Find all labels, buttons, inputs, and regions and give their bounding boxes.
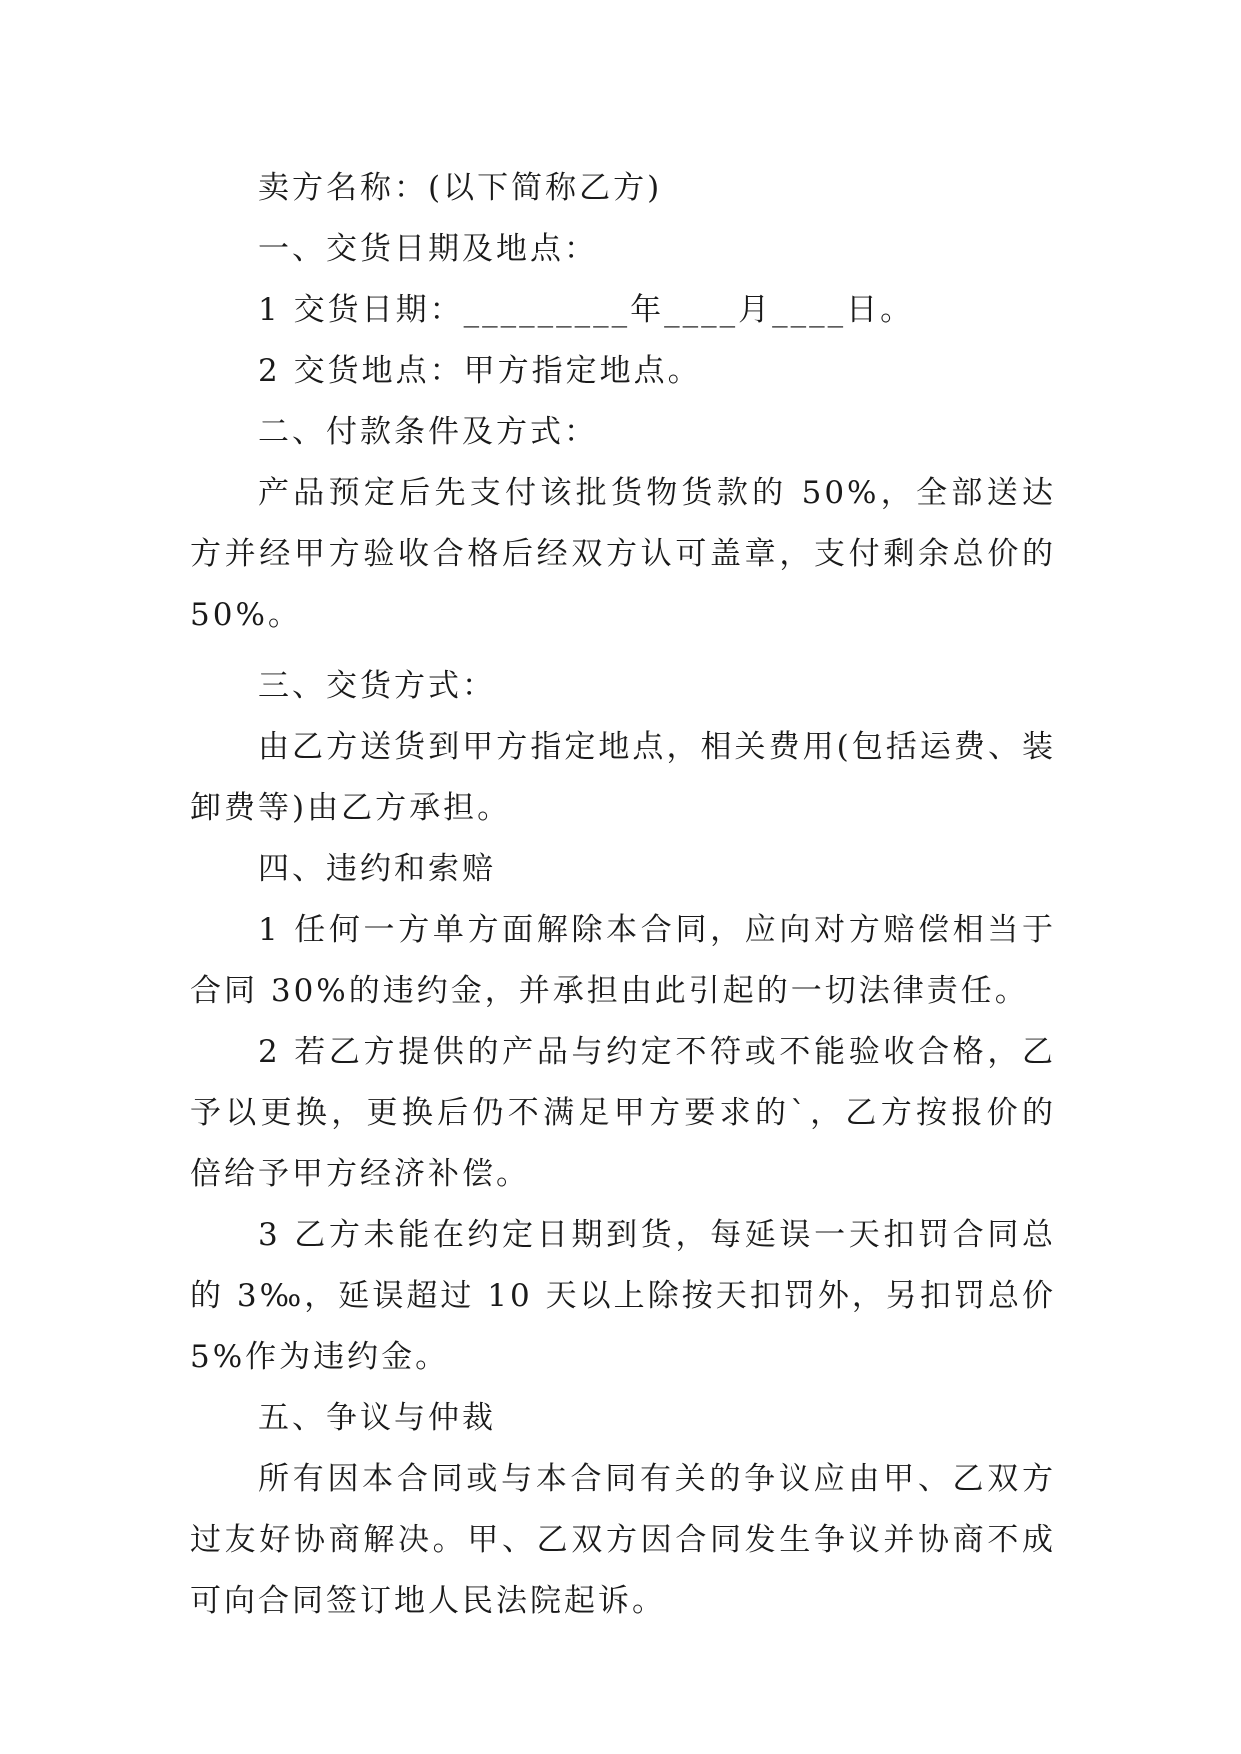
delivery-place-item: 2 交货地点：甲方指定地点。 <box>258 353 702 389</box>
seller-name-line: 卖方名称：(以下简称乙方) <box>258 170 663 206</box>
payment-para-line-1: 产品预定后先支付该批货物货款的 50%，全部送达 <box>258 475 1056 511</box>
section-3-heading: 三、交货方式： <box>258 668 496 704</box>
section-1-heading: 一、交货日期及地点： <box>258 231 598 267</box>
breach-item-2-line-3: 倍给予甲方经济补偿。 <box>190 1156 530 1192</box>
payment-para-line-3: 50%。 <box>190 597 302 633</box>
payment-para-line-2: 方并经甲方验收合格后经双方认可盖章，支付剩余总价的 <box>190 536 1056 572</box>
breach-item-3-line-1: 3 乙方未能在约定日期到货，每延误一天扣罚合同总 <box>258 1217 1056 1253</box>
breach-item-2-line-2: 予以更换，更换后仍不满足甲方要求的`，乙方按报价的 <box>190 1095 1056 1131</box>
breach-item-1-line-1: 1 任何一方单方面解除本合同，应向对方赔偿相当于 <box>258 912 1056 948</box>
section-2-heading: 二、付款条件及方式： <box>258 414 598 450</box>
delivery-date-item: 1 交货日期：_________年____月____日。 <box>258 292 915 328</box>
dispute-para-line-2: 过友好协商解决。甲、乙双方因合同发生争议并协商不成 <box>190 1522 1056 1558</box>
breach-item-3-line-3: 5%作为违约金。 <box>190 1339 450 1375</box>
section-5-heading: 五、争议与仲裁 <box>258 1400 496 1436</box>
delivery-method-line-1: 由乙方送货到甲方指定地点，相关费用(包括运费、装 <box>258 729 1056 765</box>
breach-item-2-line-1: 2 若乙方提供的产品与约定不符或不能验收合格，乙 <box>258 1034 1056 1070</box>
section-4-heading: 四、违约和索赔 <box>258 851 496 887</box>
breach-item-3-line-2: 的 3‰，延误超过 10 天以上除按天扣罚外，另扣罚总价 <box>190 1278 1056 1314</box>
delivery-method-line-2: 卸费等)由乙方承担。 <box>190 790 512 826</box>
dispute-para-line-3: 可向合同签订地人民法院起诉。 <box>190 1583 666 1619</box>
breach-item-1-line-2: 合同 30%的违约金，并承担由此引起的一切法律责任。 <box>190 973 1029 1009</box>
dispute-para-line-1: 所有因本合同或与本合同有关的争议应由甲、乙双方 <box>258 1461 1056 1497</box>
contract-body <box>190 158 1056 1632</box>
